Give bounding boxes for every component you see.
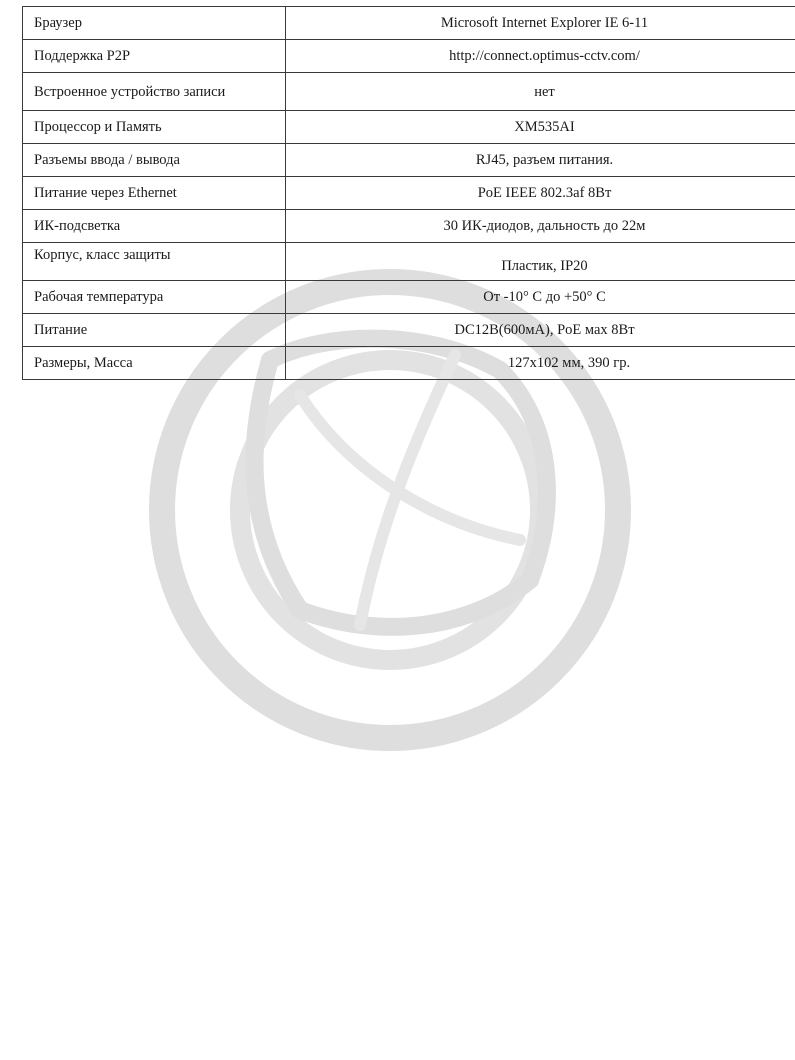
table-row [23, 144, 795, 177]
spec-value: RJ45, разъем питания. [286, 144, 795, 177]
spec-value: 127х102 мм, 390 гр. [286, 347, 795, 380]
spec-label: Рабочая температура [23, 281, 286, 314]
spec-value: http://connect.optimus-cctv.com/ [286, 40, 795, 73]
spec-label: Поддержка P2P [23, 40, 286, 73]
table-row [23, 347, 795, 380]
table-row [23, 40, 795, 73]
spec-value: PoE IEEE 802.3af 8Вт [286, 177, 795, 210]
spec-value: DC12В(600мА), PoE мах 8Вт [286, 314, 795, 347]
spec-label: Браузер [23, 7, 286, 40]
table-row [23, 7, 795, 40]
spec-label: Разъемы ввода / вывода [23, 144, 286, 177]
table-row [23, 314, 795, 347]
table-row [23, 281, 795, 314]
spec-label: ИК-подсветка [23, 210, 286, 243]
table-row [23, 210, 795, 243]
table-row [23, 73, 795, 111]
spec-value: От -10° С до +50° С [286, 281, 795, 314]
spec-label: Процессор и Память [23, 111, 286, 144]
table-row [23, 243, 795, 281]
spec-value: XM535AI [286, 111, 795, 144]
spec-label: Размеры, Масса [23, 347, 286, 380]
spec-label: Питание через Ethernet [23, 177, 286, 210]
spec-label: Встроенное устройство записи [23, 73, 286, 111]
specs-table [22, 6, 795, 380]
spec-value: 30 ИК-диодов, дальность до 22м [286, 210, 795, 243]
spec-value: нет [286, 73, 795, 111]
spec-value: Пластик, IP20 [286, 243, 795, 281]
table-row [23, 177, 795, 210]
table-row [23, 111, 795, 144]
spec-value: Microsoft Internet Explorer IE 6-11 [286, 7, 795, 40]
spec-label: Питание [23, 314, 286, 347]
spec-label: Корпус, класс защиты [23, 243, 286, 281]
